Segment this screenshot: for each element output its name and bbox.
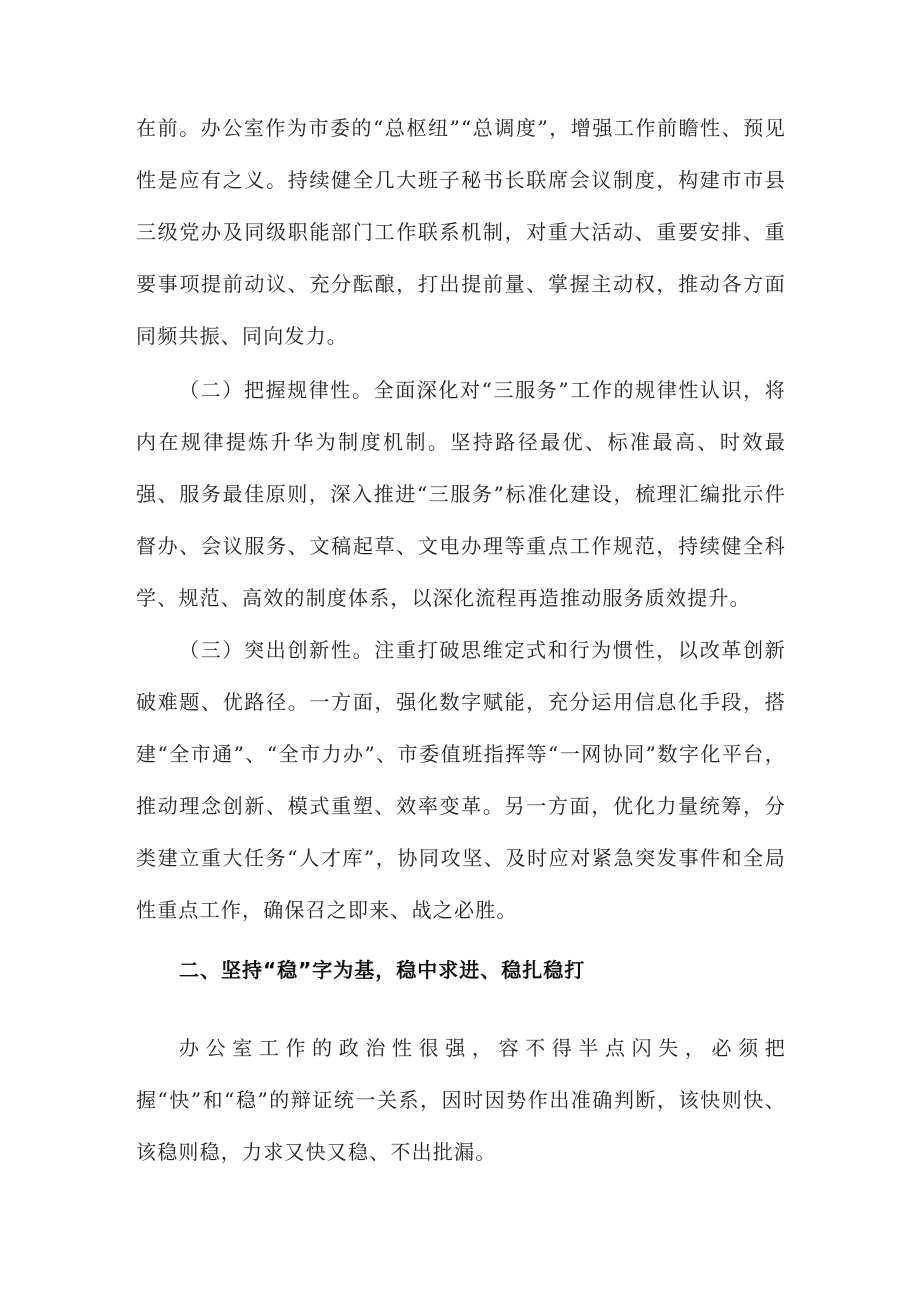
- section-heading-stability: 二、坚持“稳”字为基，稳中求进、稳扎稳打: [179, 958, 586, 982]
- paragraph-highlight-innovation: （三）突出创新性。注重打破思维定式和行为惯性，以改革创新破难题、优路径。一方面，强化数字赋能，充分运用信息化手段，搭建“全市通”、“全市力办”、市委值班指挥等“一网协同”数字化平台，推动理念创新、模式重塑、效率变革。另一方面，优化力量统筹，分类建立重大任务“人才库”，协同攻坚、及时应对紧急突发事件和全局性重点工作，确保召之即来、战之必胜。: [136, 638, 786, 922]
- paragraph-intro-continuation: 在前。办公室作为市委的“总枢纽”“总调度”，增强工作前瞻性、预见性是应有之义。持续健全几大班子秘书长联席会议制度，构建市市县三级党办及同级职能部门工作联系机制，对重大活动、重要安排、重要事项提前动议、充分酝酿，打出提前量、掌握主动权，推动各方面同频共振、同向发力。: [136, 116, 786, 348]
- paragraph-stability-body: 办公室工作的政治性很强，容不得半点闪失，必须把握“快”和“稳”的辩证统一关系，因时因势作出准确判断，该快则快、该稳则稳，力求又快又稳、不出批漏。: [136, 1036, 786, 1164]
- paragraph-grasp-regularity: （二）把握规律性。全面深化对“三服务”工作的规律性认识，将内在规律提炼升华为制度机制。坚持路径最优、标准最高、时效最强、服务最佳原则，深入推进“三服务”标准化建设，梳理汇编批示件督办、会议服务、文稿起草、文电办理等重点工作规范，持续健全科学、规范、高效的制度体系，以深化流程再造推动服务质效提升。: [136, 378, 786, 610]
